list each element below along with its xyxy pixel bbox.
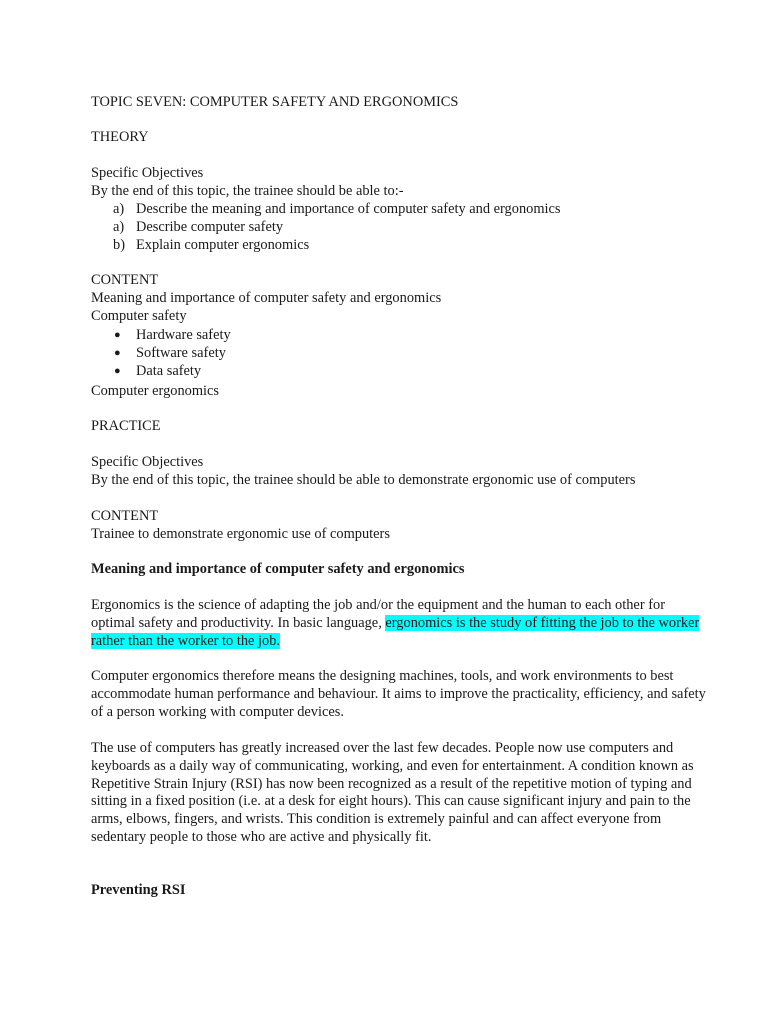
theory-heading: THEORY [91,129,149,145]
theory-content-line3: Computer ergonomics [91,383,220,399]
paragraph-rsi: The use of computers has greatly increased over the last few decades. People now use computers and keyboards as a daily way of communicating, working, and even for entertainment. A condition known as Repetitive Strain Injury (RSI) has now been recognized as a result of the repetitive motion of typing and sitting in a fixed position (i.e. at a desk for eight hours). This can cause significant injury and pain to the arms, elbows, fingers, and wrists. This condition is extremely painful and can affect everyone from sedentary people to those who are active and physically fit. [91,740,694,845]
bullet-icon: ● [114,365,121,378]
list-item [91,201,708,219]
list-item-text: Software safety [136,345,226,362]
theory-objectives-intro: By the end of this topic, the trainee should be able to:- [91,183,404,199]
safety-bullet-list [91,327,708,382]
practice-objectives-text: By the end of this topic, the trainee should be able to demonstrate ergonomic use of computers [91,472,636,488]
list-marker: b) [113,237,125,254]
theory-content-heading: CONTENT [91,272,159,288]
practice-objectives-heading: Specific Objectives [91,454,204,470]
highlighted-text: ergonomics is the study of fitting the job to the worker rather than the worker to the job. [91,614,700,649]
section-heading-meaning: Meaning and importance of computer safety and ergonomics [91,561,465,577]
list-item [91,327,708,345]
list-item-text: Hardware safety [136,327,231,343]
bullet-icon: ● [114,329,121,341]
section-heading-preventing-rsi: Preventing RSI [91,882,186,898]
list-item-text: Describe computer safety [136,219,284,236]
list-item-text: Describe the meaning and importance of computer safety and ergonomics [136,201,561,217]
list-item-text: Data safety [136,363,202,380]
theory-content-line1: Meaning and importance of computer safety and ergonomics [91,290,442,306]
paragraph-computer-ergonomics: Computer ergonomics therefore means the designing machines, tools, and work environments to best accommodate human performance and behaviour. It aims to improve the practicality, efficiency, and safety of a person working with computer devices. [91,668,706,720]
theory-content-line2: Computer safety [91,308,187,324]
list-item [91,345,708,363]
practice-content-heading: CONTENT [91,508,159,524]
list-marker: a) [113,219,125,236]
list-item [91,363,708,381]
list-item [91,219,708,237]
practice-heading: PRACTICE [91,418,161,434]
list-item-text: Explain computer ergonomics [136,237,310,254]
topic-title: TOPIC SEVEN: COMPUTER SAFETY AND ERGONOMICS [91,94,459,110]
theory-objectives-list [91,201,708,256]
list-marker: a) [113,201,125,217]
paragraph-ergonomics-definition [91,597,708,650]
theory-objectives-heading: Specific Objectives [91,165,204,181]
list-item [91,237,708,255]
bullet-icon: ● [114,347,121,360]
practice-content-text: Trainee to demonstrate ergonomic use of computers [91,526,390,542]
paragraph-text: Ergonomics is the science of adapting the job and/or the equipment and the human to each other for optimal safety and productivity. In basic language, [91,597,665,631]
